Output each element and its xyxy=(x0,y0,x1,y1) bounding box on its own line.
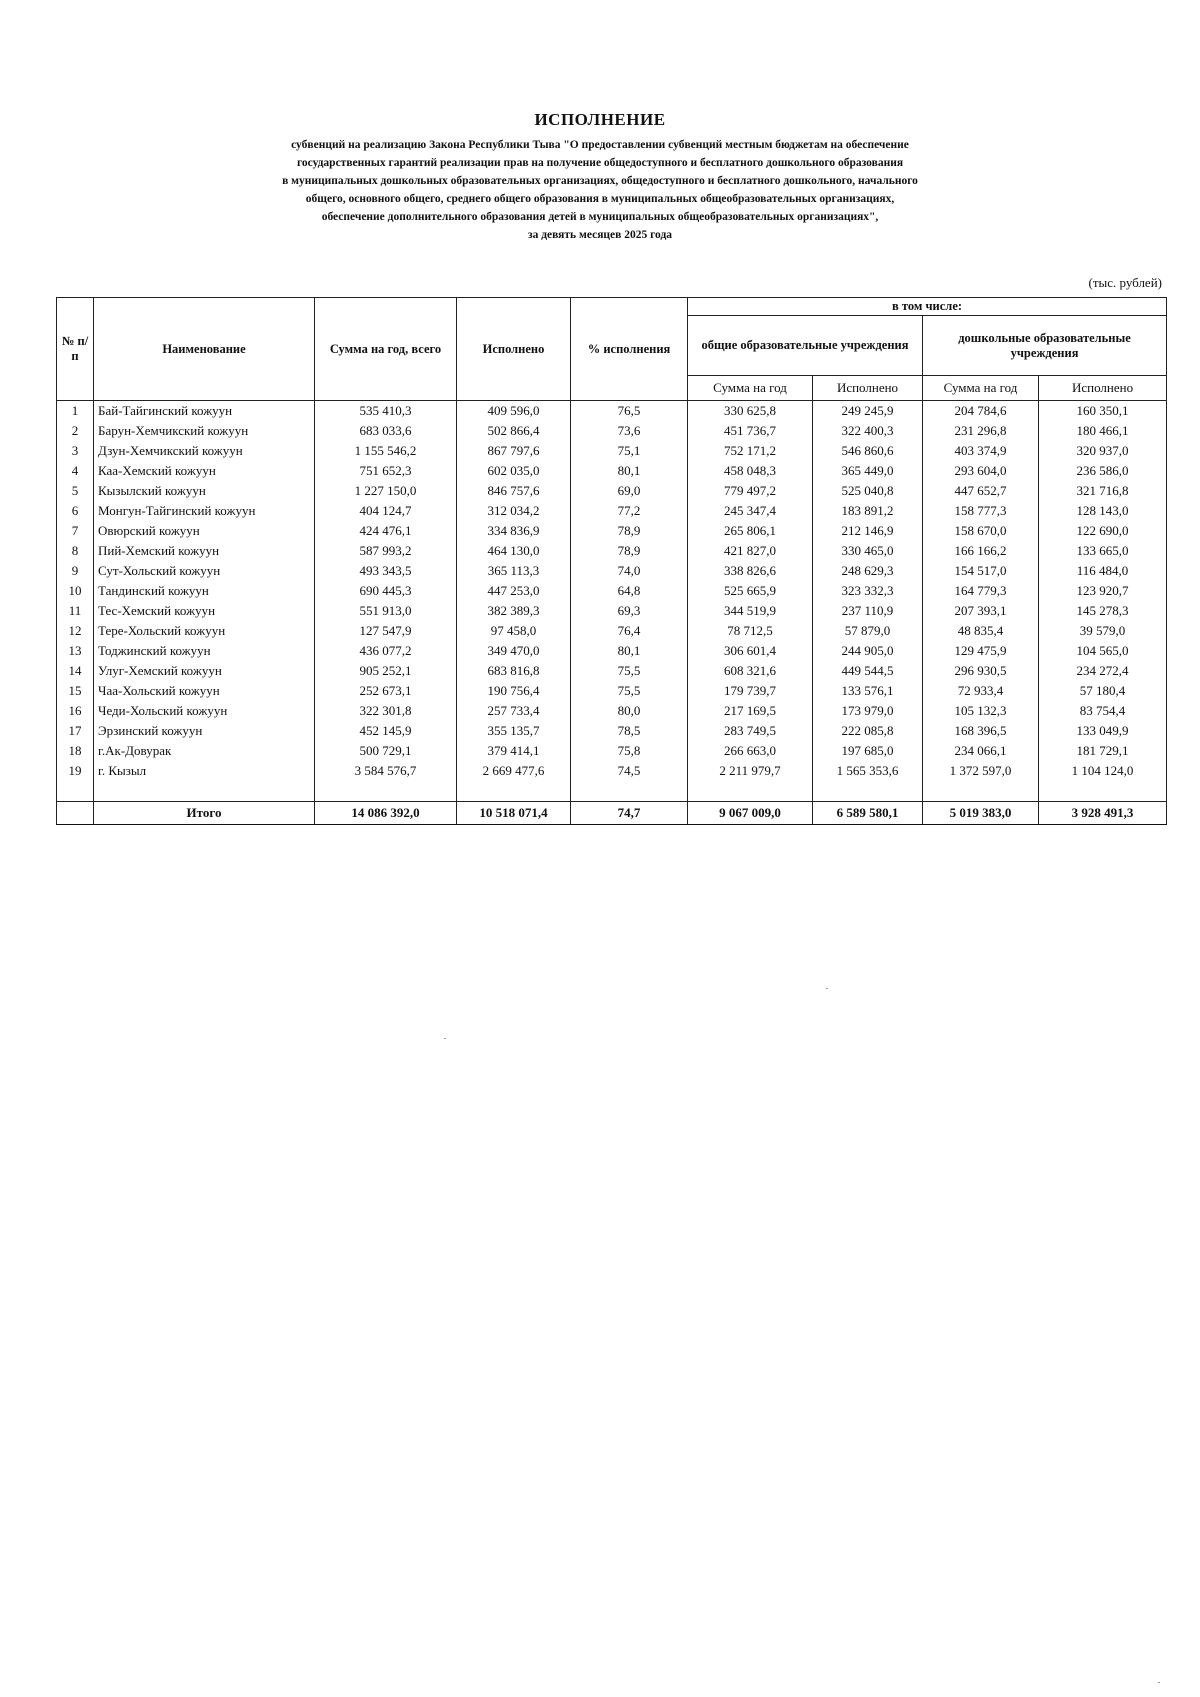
row-executed: 355 135,7 xyxy=(457,721,571,741)
table-row xyxy=(57,761,1167,781)
row-preschool-exec: 234 272,4 xyxy=(1039,661,1167,681)
table-row xyxy=(57,681,1167,701)
row-preschool-exec: 116 484,0 xyxy=(1039,561,1167,581)
row-preschool-sum: 204 784,6 xyxy=(923,401,1039,422)
table-row xyxy=(57,461,1167,481)
row-general-exec: 449 544,5 xyxy=(813,661,923,681)
row-preschool-exec: 145 278,3 xyxy=(1039,601,1167,621)
scan-speck xyxy=(1158,1682,1160,1683)
row-general-sum: 265 806,1 xyxy=(688,521,813,541)
table-row xyxy=(57,741,1167,761)
total-executed: 10 518 071,4 xyxy=(457,802,571,825)
row-general-exec: 212 146,9 xyxy=(813,521,923,541)
row-general-sum: 245 347,4 xyxy=(688,501,813,521)
row-name: Тандинский кожуун xyxy=(94,581,315,601)
row-executed: 190 756,4 xyxy=(457,681,571,701)
row-number: 12 xyxy=(57,621,94,641)
row-preschool-sum: 403 374,9 xyxy=(923,441,1039,461)
row-sum-year: 252 673,1 xyxy=(315,681,457,701)
row-sum-year: 424 476,1 xyxy=(315,521,457,541)
row-percent: 75,1 xyxy=(571,441,688,461)
table-row xyxy=(57,401,1167,422)
row-name: Улуг-Хемский кожуун xyxy=(94,661,315,681)
row-percent: 75,8 xyxy=(571,741,688,761)
table-row xyxy=(57,621,1167,641)
row-percent: 78,9 xyxy=(571,521,688,541)
row-preschool-exec: 133 049,9 xyxy=(1039,721,1167,741)
row-general-exec: 183 891,2 xyxy=(813,501,923,521)
spacer-cell xyxy=(94,781,315,802)
units-label: (тыс. рублей) xyxy=(1088,275,1162,290)
row-preschool-exec: 123 920,7 xyxy=(1039,581,1167,601)
table-row xyxy=(57,601,1167,621)
col-header-preschool-sum: Сумма на год xyxy=(923,376,1039,401)
row-preschool-sum: 447 652,7 xyxy=(923,481,1039,501)
subtitle-line: субвенций на реализацию Закона Республики Тыва "О предоставлении субвенций местным бюджетам на обеспечение xyxy=(291,139,909,151)
row-executed: 365 113,3 xyxy=(457,561,571,581)
spacer-cell xyxy=(571,781,688,802)
row-sum-year: 500 729,1 xyxy=(315,741,457,761)
row-sum-year: 535 410,3 xyxy=(315,401,457,422)
row-executed: 447 253,0 xyxy=(457,581,571,601)
row-preschool-sum: 168 396,5 xyxy=(923,721,1039,741)
row-sum-year: 1 227 150,0 xyxy=(315,481,457,501)
total-label: Итого xyxy=(94,802,315,825)
row-name: Тес-Хемский кожуун xyxy=(94,601,315,621)
subtitle-line: за девять месяцев 2025 года xyxy=(527,229,673,241)
row-number: 10 xyxy=(57,581,94,601)
row-name: г.Ак-Довурак xyxy=(94,741,315,761)
row-preschool-sum: 158 670,0 xyxy=(923,521,1039,541)
row-name: Каа-Хемский кожуун xyxy=(94,461,315,481)
row-percent: 78,5 xyxy=(571,721,688,741)
row-percent: 75,5 xyxy=(571,661,688,681)
row-sum-year: 493 343,5 xyxy=(315,561,457,581)
subtitle-line: государственных гарантий реализации прав на получение общедоступного и бесплатного дошкольного образования xyxy=(296,157,904,169)
row-preschool-sum: 48 835,4 xyxy=(923,621,1039,641)
row-general-sum: 78 712,5 xyxy=(688,621,813,641)
subtitle-line: общего, основного общего, среднего общего образования в муниципальных общеобразовательных организациях, xyxy=(305,193,895,205)
row-general-exec: 323 332,3 xyxy=(813,581,923,601)
col-header-preschool: дошкольные образовательные учреждения xyxy=(923,316,1167,376)
table-row xyxy=(57,421,1167,441)
row-preschool-exec: 1 104 124,0 xyxy=(1039,761,1167,781)
row-percent: 78,9 xyxy=(571,541,688,561)
row-sum-year: 1 155 546,2 xyxy=(315,441,457,461)
row-preschool-sum: 105 132,3 xyxy=(923,701,1039,721)
row-number: 1 xyxy=(57,401,94,422)
row-general-sum: 283 749,5 xyxy=(688,721,813,741)
row-general-sum: 421 827,0 xyxy=(688,541,813,561)
row-sum-year: 587 993,2 xyxy=(315,541,457,561)
row-general-exec: 57 879,0 xyxy=(813,621,923,641)
row-percent: 69,0 xyxy=(571,481,688,501)
row-number: 4 xyxy=(57,461,94,481)
row-executed: 683 816,8 xyxy=(457,661,571,681)
row-sum-year: 751 652,3 xyxy=(315,461,457,481)
row-name: Монгун-Тайгинский кожуун xyxy=(94,501,315,521)
row-general-sum: 752 171,2 xyxy=(688,441,813,461)
row-percent: 74,0 xyxy=(571,561,688,581)
row-general-exec: 133 576,1 xyxy=(813,681,923,701)
row-number: 14 xyxy=(57,661,94,681)
spacer-cell xyxy=(813,781,923,802)
table-row xyxy=(57,701,1167,721)
row-executed: 2 669 477,6 xyxy=(457,761,571,781)
row-preschool-sum: 231 296,8 xyxy=(923,421,1039,441)
row-preschool-exec: 236 586,0 xyxy=(1039,461,1167,481)
total-general-sum: 9 067 009,0 xyxy=(688,802,813,825)
row-preschool-exec: 128 143,0 xyxy=(1039,501,1167,521)
row-general-sum: 608 321,6 xyxy=(688,661,813,681)
row-sum-year: 690 445,3 xyxy=(315,581,457,601)
table-row xyxy=(57,521,1167,541)
row-percent: 76,4 xyxy=(571,621,688,641)
row-executed: 464 130,0 xyxy=(457,541,571,561)
col-header-executed: Исполнено xyxy=(457,298,571,401)
row-general-sum: 306 601,4 xyxy=(688,641,813,661)
total-preschool-sum: 5 019 383,0 xyxy=(923,802,1039,825)
row-percent: 75,5 xyxy=(571,681,688,701)
execution-table xyxy=(56,297,1167,825)
row-preschool-sum: 166 166,2 xyxy=(923,541,1039,561)
col-header-sum-year: Сумма на год, всего xyxy=(315,298,457,401)
row-name: Пий-Хемский кожуун xyxy=(94,541,315,561)
row-executed: 409 596,0 xyxy=(457,401,571,422)
row-general-exec: 525 040,8 xyxy=(813,481,923,501)
col-header-num: № п/п xyxy=(57,298,94,401)
row-executed: 257 733,4 xyxy=(457,701,571,721)
table-row xyxy=(57,721,1167,741)
row-name: Кызылский кожуун xyxy=(94,481,315,501)
table-row xyxy=(57,501,1167,521)
row-number: 6 xyxy=(57,501,94,521)
row-general-exec: 249 245,9 xyxy=(813,401,923,422)
row-name: Бай-Тайгинский кожуун xyxy=(94,401,315,422)
table-body xyxy=(57,401,1167,802)
row-preschool-sum: 1 372 597,0 xyxy=(923,761,1039,781)
row-general-sum: 458 048,3 xyxy=(688,461,813,481)
row-preschool-sum: 207 393,1 xyxy=(923,601,1039,621)
row-preschool-sum: 72 933,4 xyxy=(923,681,1039,701)
total-cell-empty xyxy=(57,802,94,825)
row-sum-year: 127 547,9 xyxy=(315,621,457,641)
row-sum-year: 3 584 576,7 xyxy=(315,761,457,781)
spacer-cell xyxy=(1039,781,1167,802)
row-general-exec: 237 110,9 xyxy=(813,601,923,621)
row-preschool-exec: 320 937,0 xyxy=(1039,441,1167,461)
col-header-name: Наименование xyxy=(94,298,315,401)
row-sum-year: 322 301,8 xyxy=(315,701,457,721)
row-preschool-exec: 83 754,4 xyxy=(1039,701,1167,721)
document-heading xyxy=(0,110,1200,244)
row-general-sum: 179 739,7 xyxy=(688,681,813,701)
row-executed: 312 034,2 xyxy=(457,501,571,521)
subtitle-line: обеспечение дополнительного образования детей в муниципальных общеобразовательных организациях", xyxy=(321,211,879,223)
row-name: г. Кызыл xyxy=(94,761,315,781)
row-number: 16 xyxy=(57,701,94,721)
row-preschool-exec: 122 690,0 xyxy=(1039,521,1167,541)
row-preschool-exec: 160 350,1 xyxy=(1039,401,1167,422)
table-row xyxy=(57,481,1167,501)
row-general-exec: 546 860,6 xyxy=(813,441,923,461)
row-preschool-exec: 57 180,4 xyxy=(1039,681,1167,701)
col-header-general-exec: Исполнено xyxy=(813,376,923,401)
row-number: 5 xyxy=(57,481,94,501)
table-row xyxy=(57,561,1167,581)
row-general-sum: 266 663,0 xyxy=(688,741,813,761)
row-sum-year: 551 913,0 xyxy=(315,601,457,621)
row-general-exec: 322 400,3 xyxy=(813,421,923,441)
row-sum-year: 905 252,1 xyxy=(315,661,457,681)
row-general-sum: 217 169,5 xyxy=(688,701,813,721)
row-preschool-sum: 154 517,0 xyxy=(923,561,1039,581)
row-preschool-exec: 321 716,8 xyxy=(1039,481,1167,501)
row-preschool-exec: 39 579,0 xyxy=(1039,621,1167,641)
row-percent: 80,1 xyxy=(571,641,688,661)
row-number: 3 xyxy=(57,441,94,461)
row-general-exec: 244 905,0 xyxy=(813,641,923,661)
row-executed: 334 836,9 xyxy=(457,521,571,541)
row-number: 7 xyxy=(57,521,94,541)
row-name: Овюрский кожуун xyxy=(94,521,315,541)
col-header-including: в том числе: xyxy=(688,298,1167,316)
row-sum-year: 452 145,9 xyxy=(315,721,457,741)
row-general-sum: 525 665,9 xyxy=(688,581,813,601)
row-executed: 349 470,0 xyxy=(457,641,571,661)
total-general-exec: 6 589 580,1 xyxy=(813,802,923,825)
row-preschool-sum: 296 930,5 xyxy=(923,661,1039,681)
spacer-cell xyxy=(315,781,457,802)
row-preschool-exec: 181 729,1 xyxy=(1039,741,1167,761)
row-executed: 502 866,4 xyxy=(457,421,571,441)
row-general-exec: 248 629,3 xyxy=(813,561,923,581)
row-general-exec: 365 449,0 xyxy=(813,461,923,481)
row-general-sum: 330 625,8 xyxy=(688,401,813,422)
row-number: 18 xyxy=(57,741,94,761)
row-general-exec: 330 465,0 xyxy=(813,541,923,561)
subtitle-line: в муниципальных дошкольных образовательных организациях, общедоступного и бесплатного дошкольного, начального xyxy=(282,175,918,187)
row-number: 13 xyxy=(57,641,94,661)
row-number: 15 xyxy=(57,681,94,701)
row-percent: 77,2 xyxy=(571,501,688,521)
row-executed: 846 757,6 xyxy=(457,481,571,501)
col-header-general: общие образовательные учреждения xyxy=(688,316,923,376)
table-row xyxy=(57,441,1167,461)
row-sum-year: 683 033,6 xyxy=(315,421,457,441)
row-preschool-sum: 164 779,3 xyxy=(923,581,1039,601)
row-general-sum: 344 519,9 xyxy=(688,601,813,621)
spacer-cell xyxy=(57,781,94,802)
row-preschool-exec: 133 665,0 xyxy=(1039,541,1167,561)
row-general-exec: 222 085,8 xyxy=(813,721,923,741)
row-executed: 382 389,3 xyxy=(457,601,571,621)
row-percent: 69,3 xyxy=(571,601,688,621)
row-general-sum: 2 211 979,7 xyxy=(688,761,813,781)
col-header-general-sum: Сумма на год xyxy=(688,376,813,401)
row-preschool-exec: 104 565,0 xyxy=(1039,641,1167,661)
row-percent: 73,6 xyxy=(571,421,688,441)
row-number: 9 xyxy=(57,561,94,581)
row-percent: 76,5 xyxy=(571,401,688,422)
row-general-exec: 1 565 353,6 xyxy=(813,761,923,781)
row-general-exec: 173 979,0 xyxy=(813,701,923,721)
row-preschool-sum: 293 604,0 xyxy=(923,461,1039,481)
spacer-cell xyxy=(923,781,1039,802)
row-percent: 80,1 xyxy=(571,461,688,481)
row-percent: 64,8 xyxy=(571,581,688,601)
scan-speck xyxy=(444,1038,446,1039)
row-general-sum: 451 736,7 xyxy=(688,421,813,441)
row-number: 19 xyxy=(57,761,94,781)
row-percent: 80,0 xyxy=(571,701,688,721)
row-name: Барун-Хемчикский кожуун xyxy=(94,421,315,441)
row-general-sum: 779 497,2 xyxy=(688,481,813,501)
row-number: 2 xyxy=(57,421,94,441)
table-row xyxy=(57,541,1167,561)
row-executed: 97 458,0 xyxy=(457,621,571,641)
row-name: Сут-Хольский кожуун xyxy=(94,561,315,581)
row-number: 11 xyxy=(57,601,94,621)
table-row xyxy=(57,661,1167,681)
row-executed: 867 797,6 xyxy=(457,441,571,461)
row-name: Чаа-Хольский кожуун xyxy=(94,681,315,701)
spacer-cell xyxy=(688,781,813,802)
row-number: 8 xyxy=(57,541,94,561)
row-percent: 74,5 xyxy=(571,761,688,781)
row-preschool-sum: 234 066,1 xyxy=(923,741,1039,761)
spacer-row xyxy=(57,781,1167,802)
spacer-cell xyxy=(457,781,571,802)
row-name: Дзун-Хемчикский кожуун xyxy=(94,441,315,461)
row-number: 17 xyxy=(57,721,94,741)
row-sum-year: 404 124,7 xyxy=(315,501,457,521)
row-name: Тоджинский кожуун xyxy=(94,641,315,661)
document-title: ИСПОЛНЕНИЕ xyxy=(534,110,666,129)
col-header-percent: % исполнения xyxy=(571,298,688,401)
col-header-preschool-exec: Исполнено xyxy=(1039,376,1167,401)
scan-speck xyxy=(826,988,828,989)
row-general-sum: 338 826,6 xyxy=(688,561,813,581)
total-percent: 74,7 xyxy=(571,802,688,825)
row-name: Эрзинский кожуун xyxy=(94,721,315,741)
total-preschool-exec: 3 928 491,3 xyxy=(1039,802,1167,825)
row-name: Тере-Хольский кожуун xyxy=(94,621,315,641)
row-preschool-sum: 158 777,3 xyxy=(923,501,1039,521)
row-executed: 602 035,0 xyxy=(457,461,571,481)
table-row xyxy=(57,581,1167,601)
row-sum-year: 436 077,2 xyxy=(315,641,457,661)
row-general-exec: 197 685,0 xyxy=(813,741,923,761)
total-row xyxy=(57,802,1167,825)
row-executed: 379 414,1 xyxy=(457,741,571,761)
row-preschool-exec: 180 466,1 xyxy=(1039,421,1167,441)
row-name: Чеди-Хольский кожуун xyxy=(94,701,315,721)
row-preschool-sum: 129 475,9 xyxy=(923,641,1039,661)
total-sum-year: 14 086 392,0 xyxy=(315,802,457,825)
table-row xyxy=(57,641,1167,661)
